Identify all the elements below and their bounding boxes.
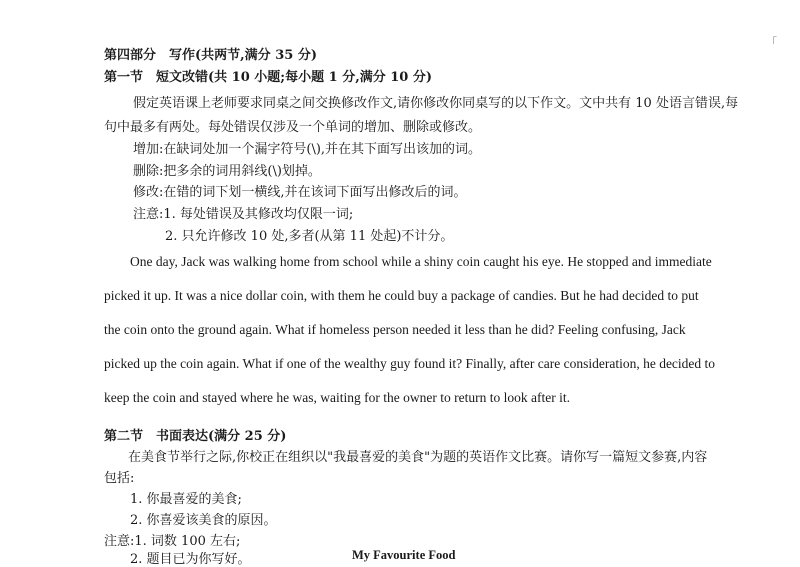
section2-content-1: 1. 你最喜爱的美食; [130,492,242,507]
passage-line-5: keep the coin and stayed where he was, waiting for the owner to return to look after it. [104,390,570,405]
passage-line-2: picked it up. It was a nice dollar coin, with them he could buy a package of candies. But he had decided to put [104,288,699,303]
section2-content-2: 2. 你喜爱该美食的原因。 [130,513,277,528]
section2-title: 第二节 书面表达(满分 25 分) [104,429,287,444]
passage-line-4: picked up the coin again. What if one of the wealthy guy found it? Finally, after care consideration, he decided to [104,356,716,371]
part-title: 第四部分 写作(共两节,满分 35 分) [104,48,317,63]
instruction-note-1: 注意:1. 每处错误及其修改均仅限一词; [133,207,354,222]
instruction-line-2: 句中最多有两处。每处错误仅涉及一个单词的增加、删除或修改。 [104,120,482,135]
passage-line-3: the coin onto the ground again. What if homeless person needed it less than he did? Feeling confusing, Jack [104,322,686,337]
section2-instruction-2: 包括: [104,471,135,486]
section2-instruction-1: 在美食节举行之际,你校正在组织以"我最喜爱的美食"为题的英语作文比赛。请你写一篇短文参赛,内容 [128,450,708,465]
instruction-modify: 修改:在错的词下划一横线,并在该词下面写出修改后的词。 [133,185,467,200]
essay-title: My Favourite Food [352,548,456,562]
instruction-note-2: 2. 只允许修改 10 处,多者(从第 11 处起)不计分。 [165,229,454,244]
instruction-line-1: 假定英语课上老师要求同桌之间交换修改作文,请你修改你同桌写的以下作文。文中共有 10 处语言错误,每 [133,96,739,111]
section2-note-1: 注意:1. 词数 100 左右; [104,534,241,549]
section1-title: 第一节 短文改错(共 10 小题;每小题 1 分,满分 10 分) [104,70,433,85]
instruction-delete: 删除:把多余的词用斜线(\)划掉。 [133,164,321,179]
section2-note-2: 2. 题目已为你写好。 [130,552,251,567]
passage-line-1: One day, Jack was walking home from school while a shiny coin caught his eye. He stopped and immediate [130,254,712,269]
corner-mark: 「 [766,36,777,49]
instruction-add: 增加:在缺词处加一个漏字符号(\),并在其下面写出该加的词。 [133,142,482,157]
